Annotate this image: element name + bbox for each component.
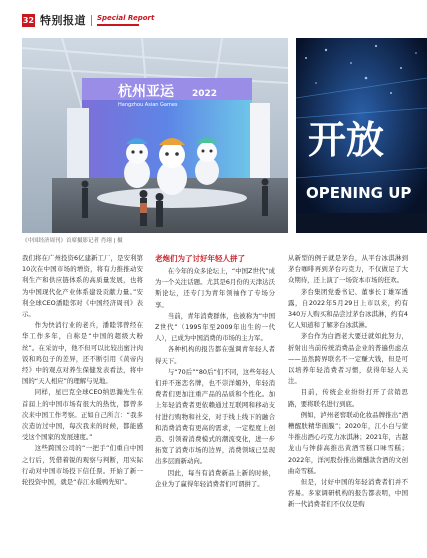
paragraph: 当前，青年消费群体，也被称为“中国Z世代”（1995年至2009年出生的一代人），已成为中国消费的市场的主力军。 bbox=[155, 311, 275, 343]
paragraph: 茅台作为白酒老大要迁就如此努力，折射出当前传统消费品企业的普遍焦虑点——虽然跨界联名不一定赚大钱，但是可以培养年轻消费者习惯，获得年轻人关注。 bbox=[288, 332, 408, 386]
paragraph: 我们将在广州投资6亿建新工厂，是安利第10次在中国市场的增资，将有力推推动安利生产和供应链体系的高质量发展，也将为中国现代化产业体系建设贡献力量。”安利全球CEO潘睦邻对《中国经济周刊》表示。 bbox=[22, 254, 143, 319]
paragraph: 与“70后”“80后”们不同，这些年轻人们并不迷恋名牌，也不崇洋媚外，年轻消费者们更加注重产品的品质和个性化。加上年轻消费者更依赖通过互联网和移动支付进行购物和社交，对于线上线下的融合和消费消费有更高的需求，一定程度上创造、引领着消费模式的潮流变化，进一步拓宽了消费市场的边界，消费领域已呈现出多层面新动向。 bbox=[155, 367, 275, 466]
article-column-3 bbox=[288, 253, 408, 511]
paragraph: 作为快消行业的老兵，潘睦邻曾经在华工作多年，自称是“中国的超级大粉丝”。在采访中，他不但可以比较出蜜汁肉饭和鸡包子的差异，还不断引用《黄帝内经》中的观点对养生保健发表看法，将中国的“天人相应”的理解与见地。 bbox=[22, 321, 143, 386]
venue-sign-subtext: Hangzhou Asian Games bbox=[118, 102, 178, 108]
paragraph: 但是，讨好中国的年轻消费者们并不容易。多家调研机构的报告都表明，中国新一代消费者们不仅仅是购 bbox=[288, 478, 408, 509]
section-subheading: 老炮们为了讨好年轻人拼了 bbox=[155, 254, 245, 263]
paragraph: 目前，传统企业纷纷打开了营销思路，要将联名进行到底。 bbox=[288, 388, 408, 408]
article-column-1 bbox=[22, 253, 143, 488]
article-column-2 bbox=[155, 253, 275, 490]
banner-cn-text: 开放 bbox=[308, 118, 385, 162]
paragraph: 因此，每当有消费新品上新的时候，企业为了赢得年轻消费者们可谓拼了。 bbox=[155, 468, 275, 488]
venue-sign-year: 2022 bbox=[192, 89, 218, 99]
banner-en-text: OPENING UP bbox=[306, 184, 412, 202]
page-header bbox=[22, 12, 154, 28]
paragraph: 茅台集团党委书记、董事长丁雄军透露，自2022年5月29日上市以来，约有340万人购买和品尝过茅台冰淇淋，约有4亿人知道和了解茅台冰淇淋。 bbox=[288, 287, 408, 330]
section-en-underline bbox=[97, 24, 139, 26]
paragraph: 从新型的例子就是茅台，从平台冰淇淋到茅台咖啡再到茅台巧克力，不仅做足了大众期待，还上演了一场资本市场的狂欢。 bbox=[288, 254, 408, 285]
page-number: 32 bbox=[22, 15, 35, 25]
photo-opening-up-banner bbox=[296, 38, 427, 233]
paragraph: 各种机构的报告都在强调青年轻人者得天下。 bbox=[155, 345, 275, 365]
photo-asian-games-pavilion bbox=[22, 38, 288, 233]
section-title: 特别报道 bbox=[40, 14, 86, 27]
paragraph: 例如，泸州老窖联动化妆品牌推出“酒糟醒肤精华面膜”；2020年，江小白与蒙牛推出酒心巧克力冰淇淋；2021年，古越龙山与钟薛高推出黄酒雪糕口味雪糕；2022年，洋河股份推出微醺款含酒的文创曲奇雪糕。 bbox=[288, 410, 408, 475]
section-en-label bbox=[97, 15, 154, 26]
venue-sign-text: 杭州亚运 bbox=[118, 84, 174, 100]
paragraph: 同样，星巴克全球CEO纳思瀚先生在首届上的中国市场有很大的热忱，都曾多次来中国工作考察。正如自己所言：“我多次造访过中国，每次我来的时候，都能感受这个国家的发展速度。” bbox=[22, 388, 143, 442]
photo-caption: 《中国经济周刊》首席摄影记者 肖翊 | 摄 bbox=[22, 238, 123, 244]
section-en-text: Special Report bbox=[97, 13, 155, 22]
paragraph: 在今年的众多论坛上，“中国Z世代”成为一个关注话题。尤其是6月份的天津达沃斯论坛，还专门为青年领袖作了专场分享。 bbox=[155, 267, 275, 309]
header-divider bbox=[91, 15, 92, 26]
paragraph: 这些跨国公司的“一把手”们重自中国之行后，凭借着锐的观察与判断，用实际行动对中国市场投下信任票。开始了新一轮投资中国，就是“春江水暖鸭先知”。 bbox=[22, 444, 143, 487]
